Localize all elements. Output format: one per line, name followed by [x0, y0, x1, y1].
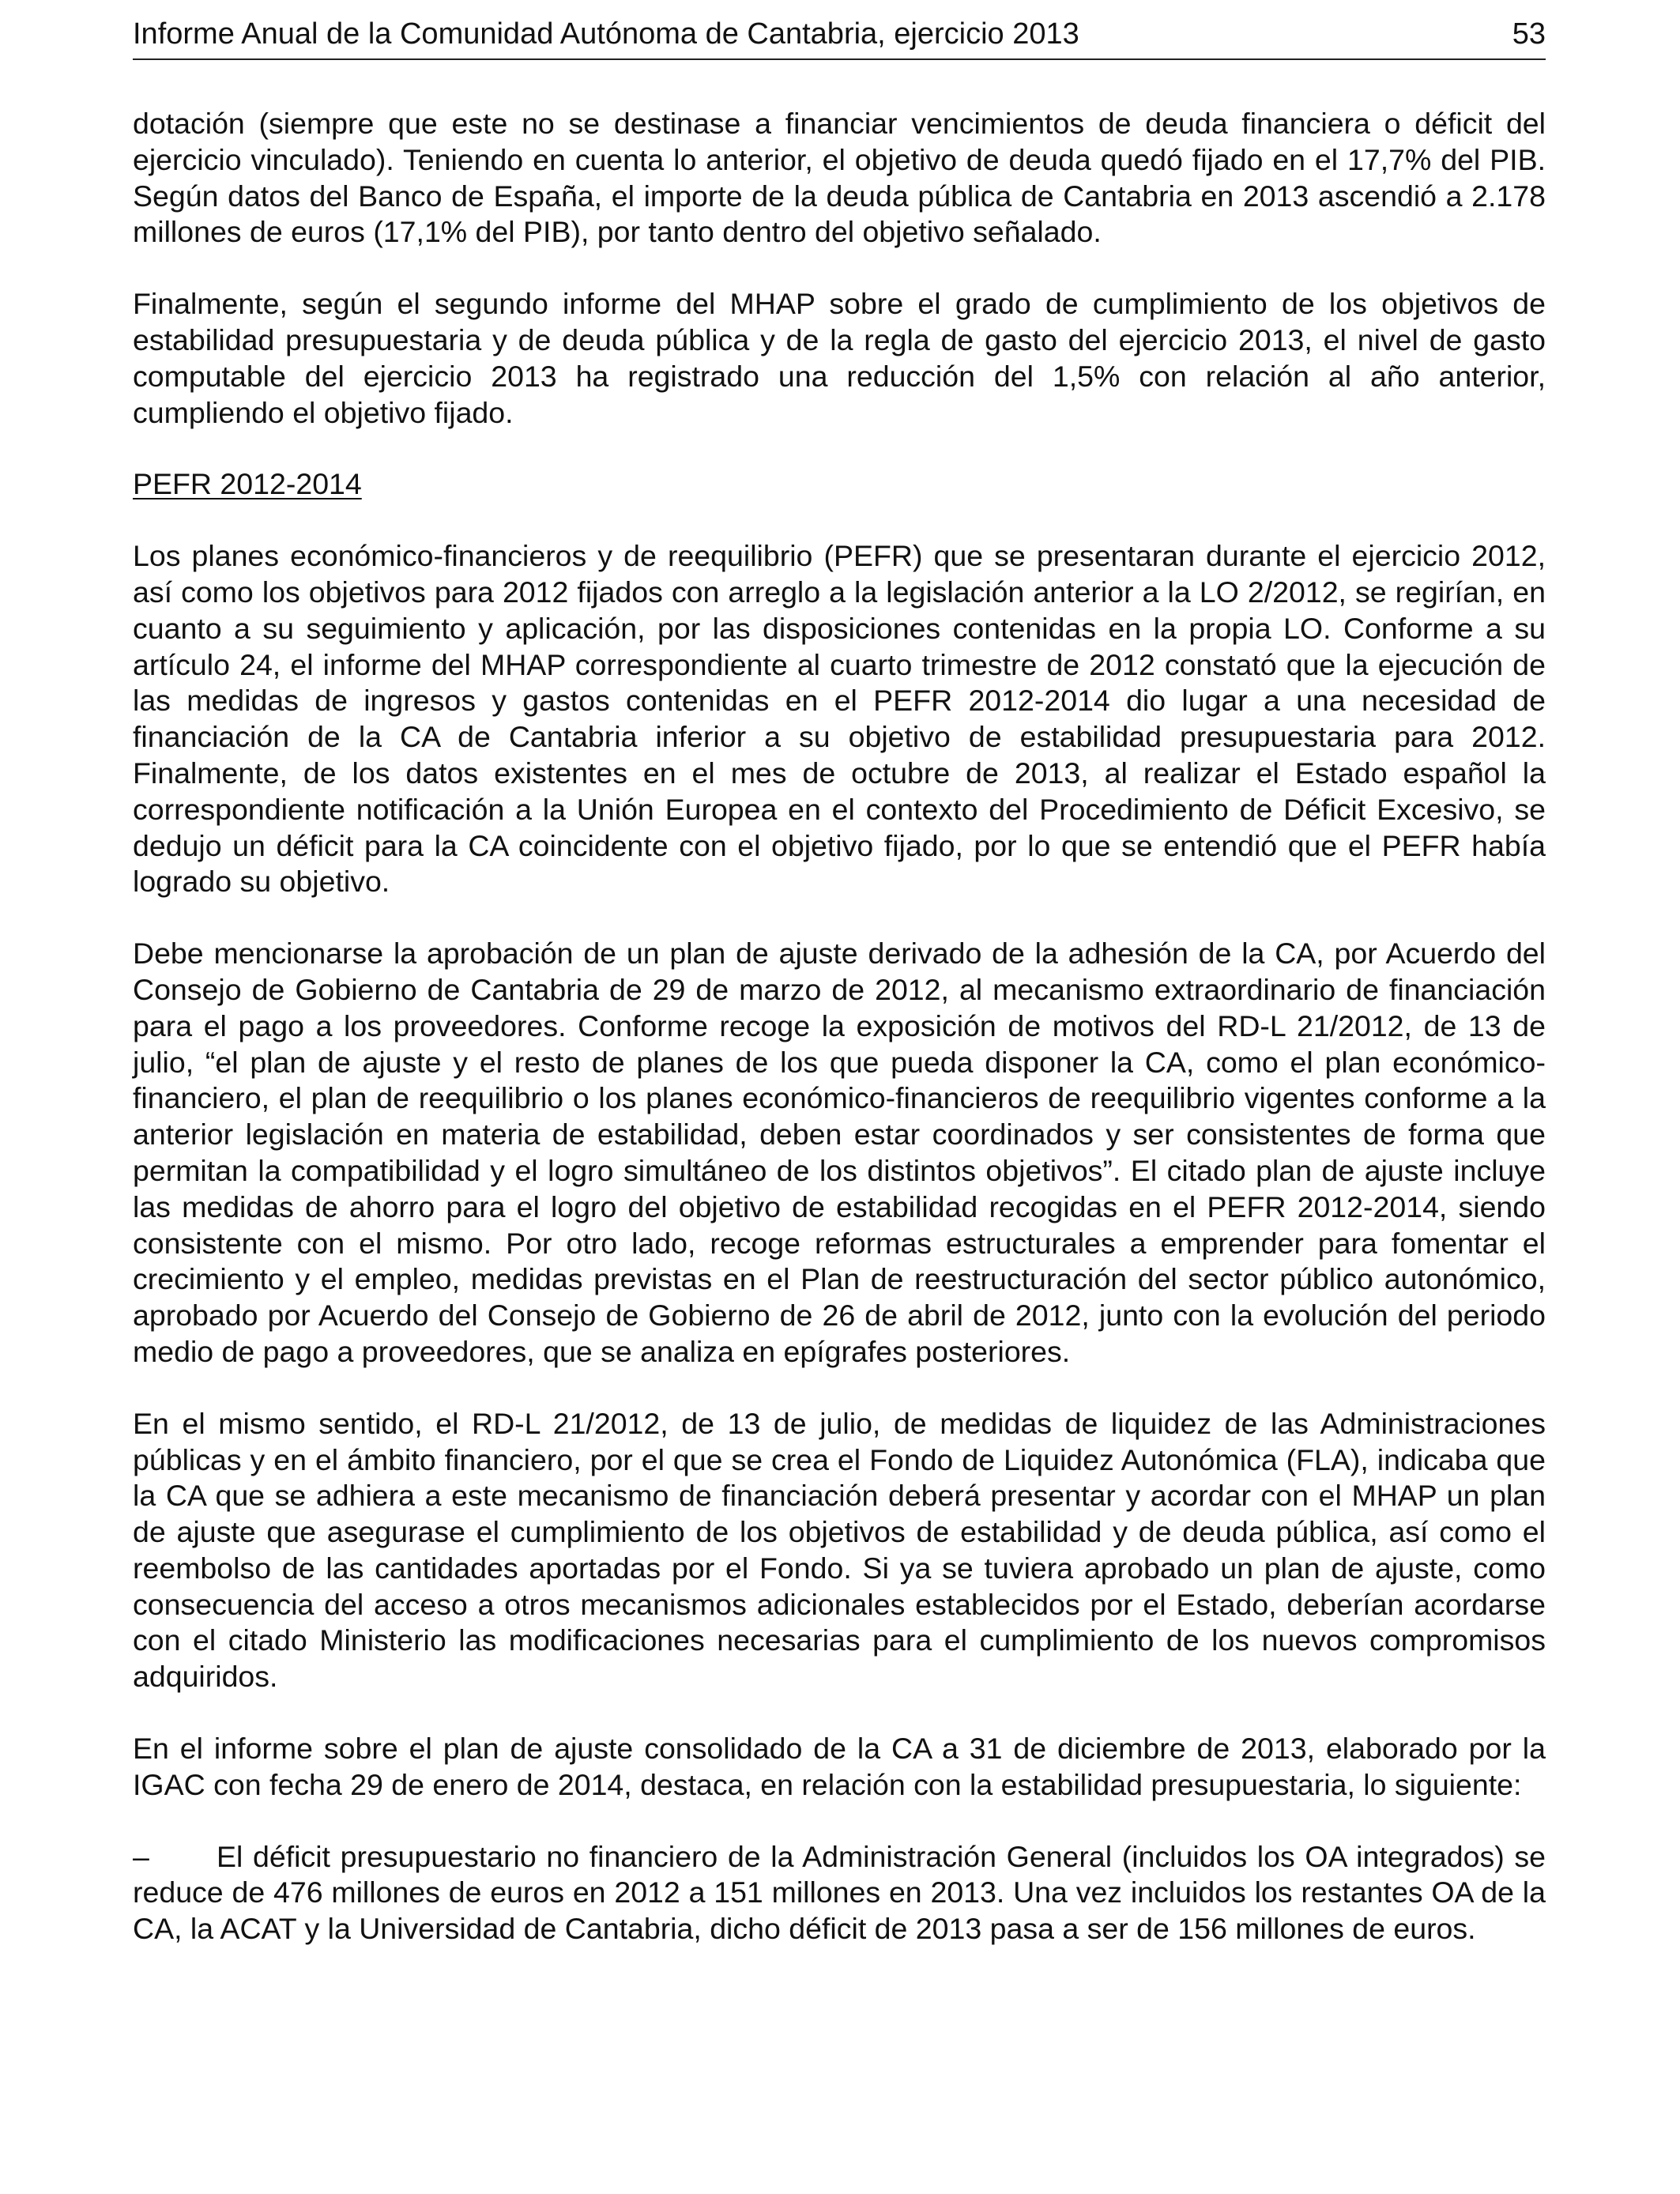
bullet-text: El déficit presupuestario no financiero de la Administración General (incluidos los OA integrados) se reduce de 476 millones de euros en 2012 a 151 millones en 2013. Una vez incluidos los restantes OA de la CA, la ACAT y la Universidad de Cantabria, dicho déficit de 2013 pasa a ser de 156 millones de euros. [133, 1839, 1546, 1946]
paragraph-pefr-plans: Los planes económico-financieros y de reequilibrio (PEFR) que se presentaran durante el ejercicio 2012, así como los objetivos para 2012 fijados con arreglo a la legislación anterior a la LO 2/2012, se regirían, en cuanto a su seguimiento y aplicación, por las disposiciones contenidas en la propia LO. Conforme a su artículo 24, el informe del MHAP correspondiente al cuarto trimestre de 2012 constató que la ejecución de las medidas de ingresos y gastos contenidas en el PEFR 2012-2014 dio lugar a una necesidad de financiación de la CA de Cantabria inferior a su objetivo de estabilidad presupuestaria para 2012. Finalmente, de los datos existentes en el mes de octubre de 2013, al realizar el Estado español la correspondiente notificación a la Unión Europea en el contexto del Procedimiento de Déficit Excesivo, se dedujo un déficit para la CA coincidente con el objetivo fijado, por lo que se entendió que el PEFR había logrado su objetivo. [133, 539, 1546, 899]
running-header [133, 13, 1546, 60]
paragraph-debt-objective: dotación (siempre que este no se destinase a financiar vencimientos de deuda financiera o déficit del ejercicio vinculado). Teniendo en cuenta lo anterior, el objetivo de deuda quedó fijado en el 17,7% del PIB. Según datos del Banco de España, el importe de la deuda pública de Cantabria en 2013 ascendió a 2.178 millones de euros (17,1% del PIB), por tanto dentro del objetivo señalado. [133, 107, 1546, 249]
bullet-marker: – [133, 1839, 149, 1873]
paragraph-spending-rule: Finalmente, según el segundo informe del MHAP sobre el grado de cumplimiento de los objetivos de estabilidad presupuestaria y de deuda pública y de la regla de gasto del ejercicio 2013, el nivel de gasto computable del ejercicio 2013 ha registrado una reducción del 1,5% con relación al año anterior, cumpliendo el objetivo fijado. [133, 287, 1546, 429]
paragraph-adjustment-plan: Debe mencionarse la aprobación de un plan de ajuste derivado de la adhesión de la CA, por Acuerdo del Consejo de Gobierno de Cantabria de 29 de marzo de 2012, al mecanismo extraordinario de financiación para el pago a los proveedores. Conforme recoge la exposición de motivos del RD-L 21/2012, de 13 de julio, “el plan de ajuste y el resto de planes de los que pueda disponer la CA, como el plan económico-financiero, el plan de reequilibrio o los planes económico-financieros de reequilibrio vigentes conforme a la anterior legislación en materia de estabilidad, deben estar coordinados y ser consistentes de forma que permitan la compatibilidad y el logro simultáneo de los distintos objetivos”. El citado plan de ajuste incluye las medidas de ahorro para el logro del objetivo de estabilidad recogidas en el PEFR 2012-2014, siendo consistente con el mismo. Por otro lado, recoge reformas estructurales a emprender para fomentar el crecimiento y el empleo, medidas previstas en el Plan de reestructuración del sector público autonómico, aprobado por Acuerdo del Consejo de Gobierno de 26 de abril de 2012, junto con la evolución del periodo medio de pago a proveedores, que se analiza en epígrafes posteriores. [133, 937, 1546, 1368]
document-page [133, 13, 1546, 1983]
paragraph-fla: En el mismo sentido, el RD-L 21/2012, de 13 de julio, de medidas de liquidez de las Administraciones públicas y en el ámbito financiero, por el que se crea el Fondo de Liquidez Autonómica (FLA), indicaba que la CA que se adhiera a este mecanismo de financiación deberá presentar y acordar con el MHAP un plan de ajuste que asegurase el cumplimiento de los objetivos de estabilidad y de deuda pública, así como el reembolso de las cantidades aportadas por el Fondo. Si ya se tuviera aprobado un plan de ajuste, como consecuencia del acceso a otros mecanismos adicionales establecidos por el Estado, deberían acordarse con el citado Ministerio las modificaciones necesarias para el cumplimiento de los nuevos compromisos adquiridos. [133, 1406, 1546, 1694]
paragraph-igac-report: En el informe sobre el plan de ajuste consolidado de la CA a 31 de diciembre de 2013, elaborado por la IGAC con fecha 29 de enero de 2014, destaca, en relación con la estabilidad presupuestaria, lo siguiente: [133, 1732, 1546, 1801]
header-title: Informe Anual de la Comunidad Autónoma de Cantabria, ejercicio 2013 [133, 17, 1079, 51]
body-text [133, 106, 1546, 1947]
page-number: 53 [1512, 17, 1546, 51]
section-heading-pefr: PEFR 2012-2014 [133, 467, 362, 501]
bullet-item-deficit [133, 1839, 1546, 1947]
